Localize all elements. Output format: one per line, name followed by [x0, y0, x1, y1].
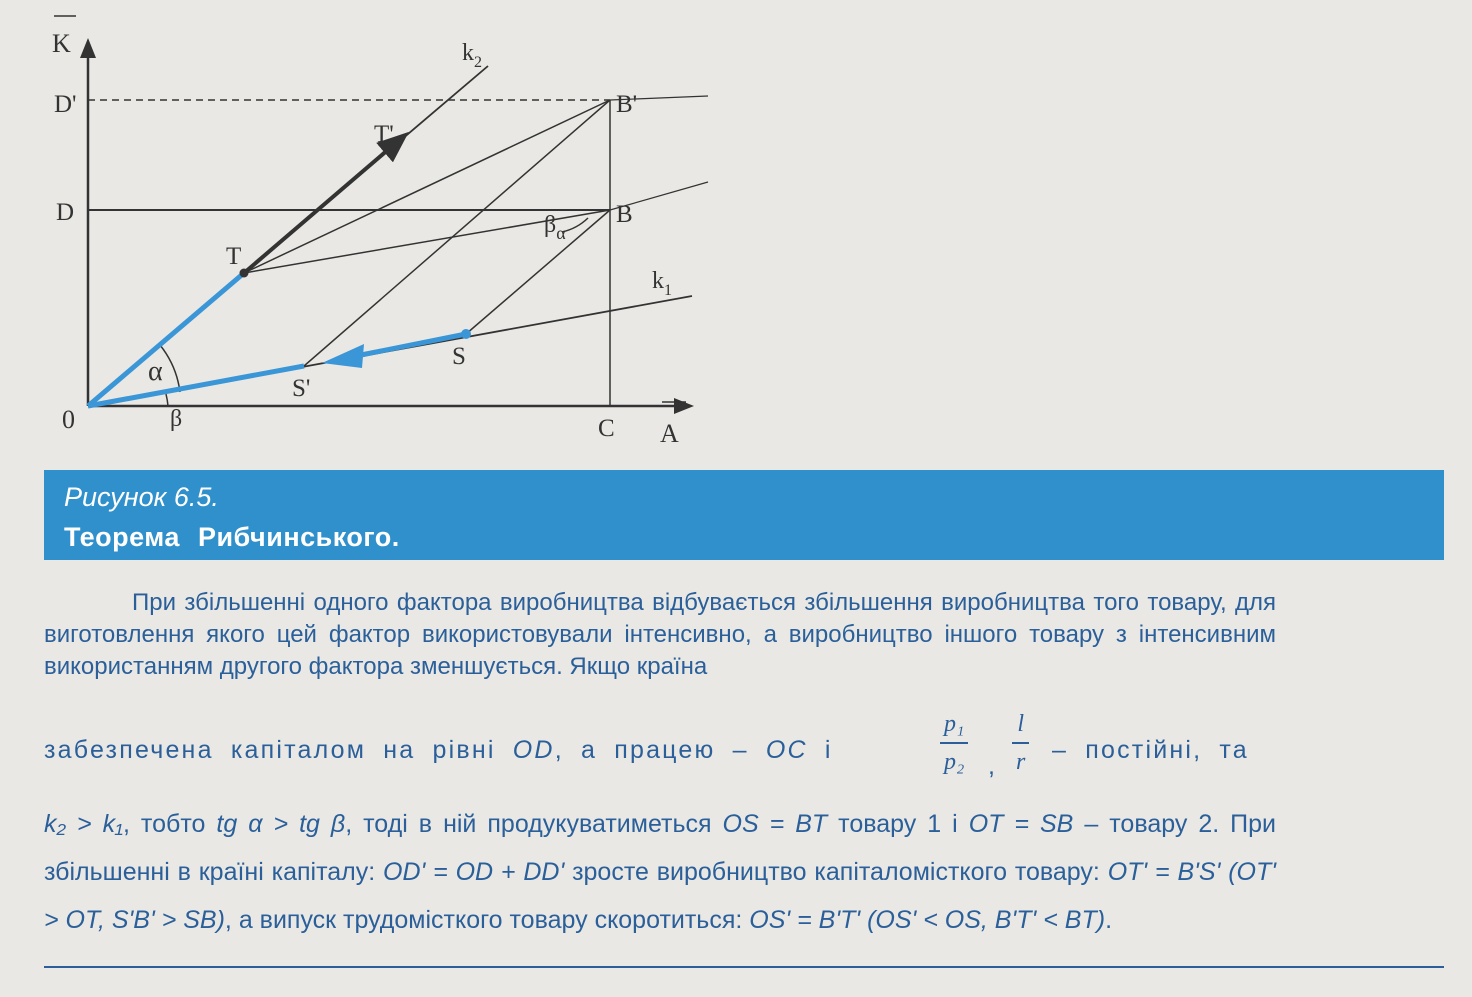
label-d: D	[56, 199, 75, 226]
ss-prime-blue-vector	[356, 334, 466, 356]
label-beta-alpha: $\beta_\alpha$	[544, 212, 566, 243]
label-k2: $k_2$	[462, 40, 482, 71]
point-s	[461, 329, 471, 339]
label-k1: $k_1$	[652, 268, 672, 299]
label-b: B	[616, 201, 633, 228]
beta-alpha-arc	[562, 218, 588, 232]
label-s: S	[452, 343, 466, 370]
beta-arc	[166, 394, 168, 406]
label-t: T	[226, 243, 242, 270]
paragraph-2-line	[44, 706, 1274, 800]
label-t-prime: T'	[374, 121, 394, 148]
paragraph-1: При збільшенні одного фактора виробництва відбувається збільшення виробництва того товару, для виготовлення якого цей фактор використовували інтенсивно, а виробництво іншого товару з інтенсивним використанням другого фактора зменшується. Якщо країна	[44, 589, 1276, 680]
label-d-prime: D'	[54, 91, 77, 118]
fraction-comma: ,	[988, 752, 998, 780]
label-beta: β	[170, 406, 183, 432]
line2-text-2: – постійні, та	[1052, 736, 1249, 764]
alpha-arc	[160, 345, 180, 392]
price-ratio-fraction: p₁ p₂	[940, 710, 968, 776]
label-c: C	[598, 415, 615, 442]
label-a-axis: A	[660, 419, 679, 448]
os-prime-blue-vector	[88, 366, 304, 406]
factor-price-fraction: l r	[1012, 710, 1029, 776]
figure-title: Теорема Рибчинського.	[64, 522, 400, 552]
ot-prime-arrow	[244, 136, 404, 273]
label-s-prime: S'	[292, 375, 311, 402]
figure-number: Рисунок 6.5.	[64, 482, 219, 512]
ot-blue-vector	[88, 273, 244, 406]
figure-caption-bar	[44, 470, 1444, 560]
paragraph-3: k₂ > k₁, тобто tg α > tg β, тоді в ній продукуватиметься OS = BT товару 1 і OT = SB – товару 2. При збільшенні в країні капіталу: OD' = OD + DD' зросте виробництво капіталомісткого товару: OT' = B'S' (OT' > OT, S'B' > SB), а випуск трудомісткого товару скоротиться: OS' = B'T' (OS' < OS, B'T' < BT).	[44, 810, 1277, 934]
label-alpha: α	[148, 356, 163, 387]
label-k-axis: K	[52, 29, 71, 58]
label-b-prime: B'	[616, 91, 638, 118]
ss-prime-arrowhead	[322, 344, 364, 368]
label-origin: 0	[62, 405, 75, 434]
line2-text-1: забезпечена капіталом на рівні OD, а працею – OC і	[44, 736, 833, 764]
rybczynski-diagram	[0, 0, 740, 470]
bottom-rule	[44, 966, 1444, 968]
